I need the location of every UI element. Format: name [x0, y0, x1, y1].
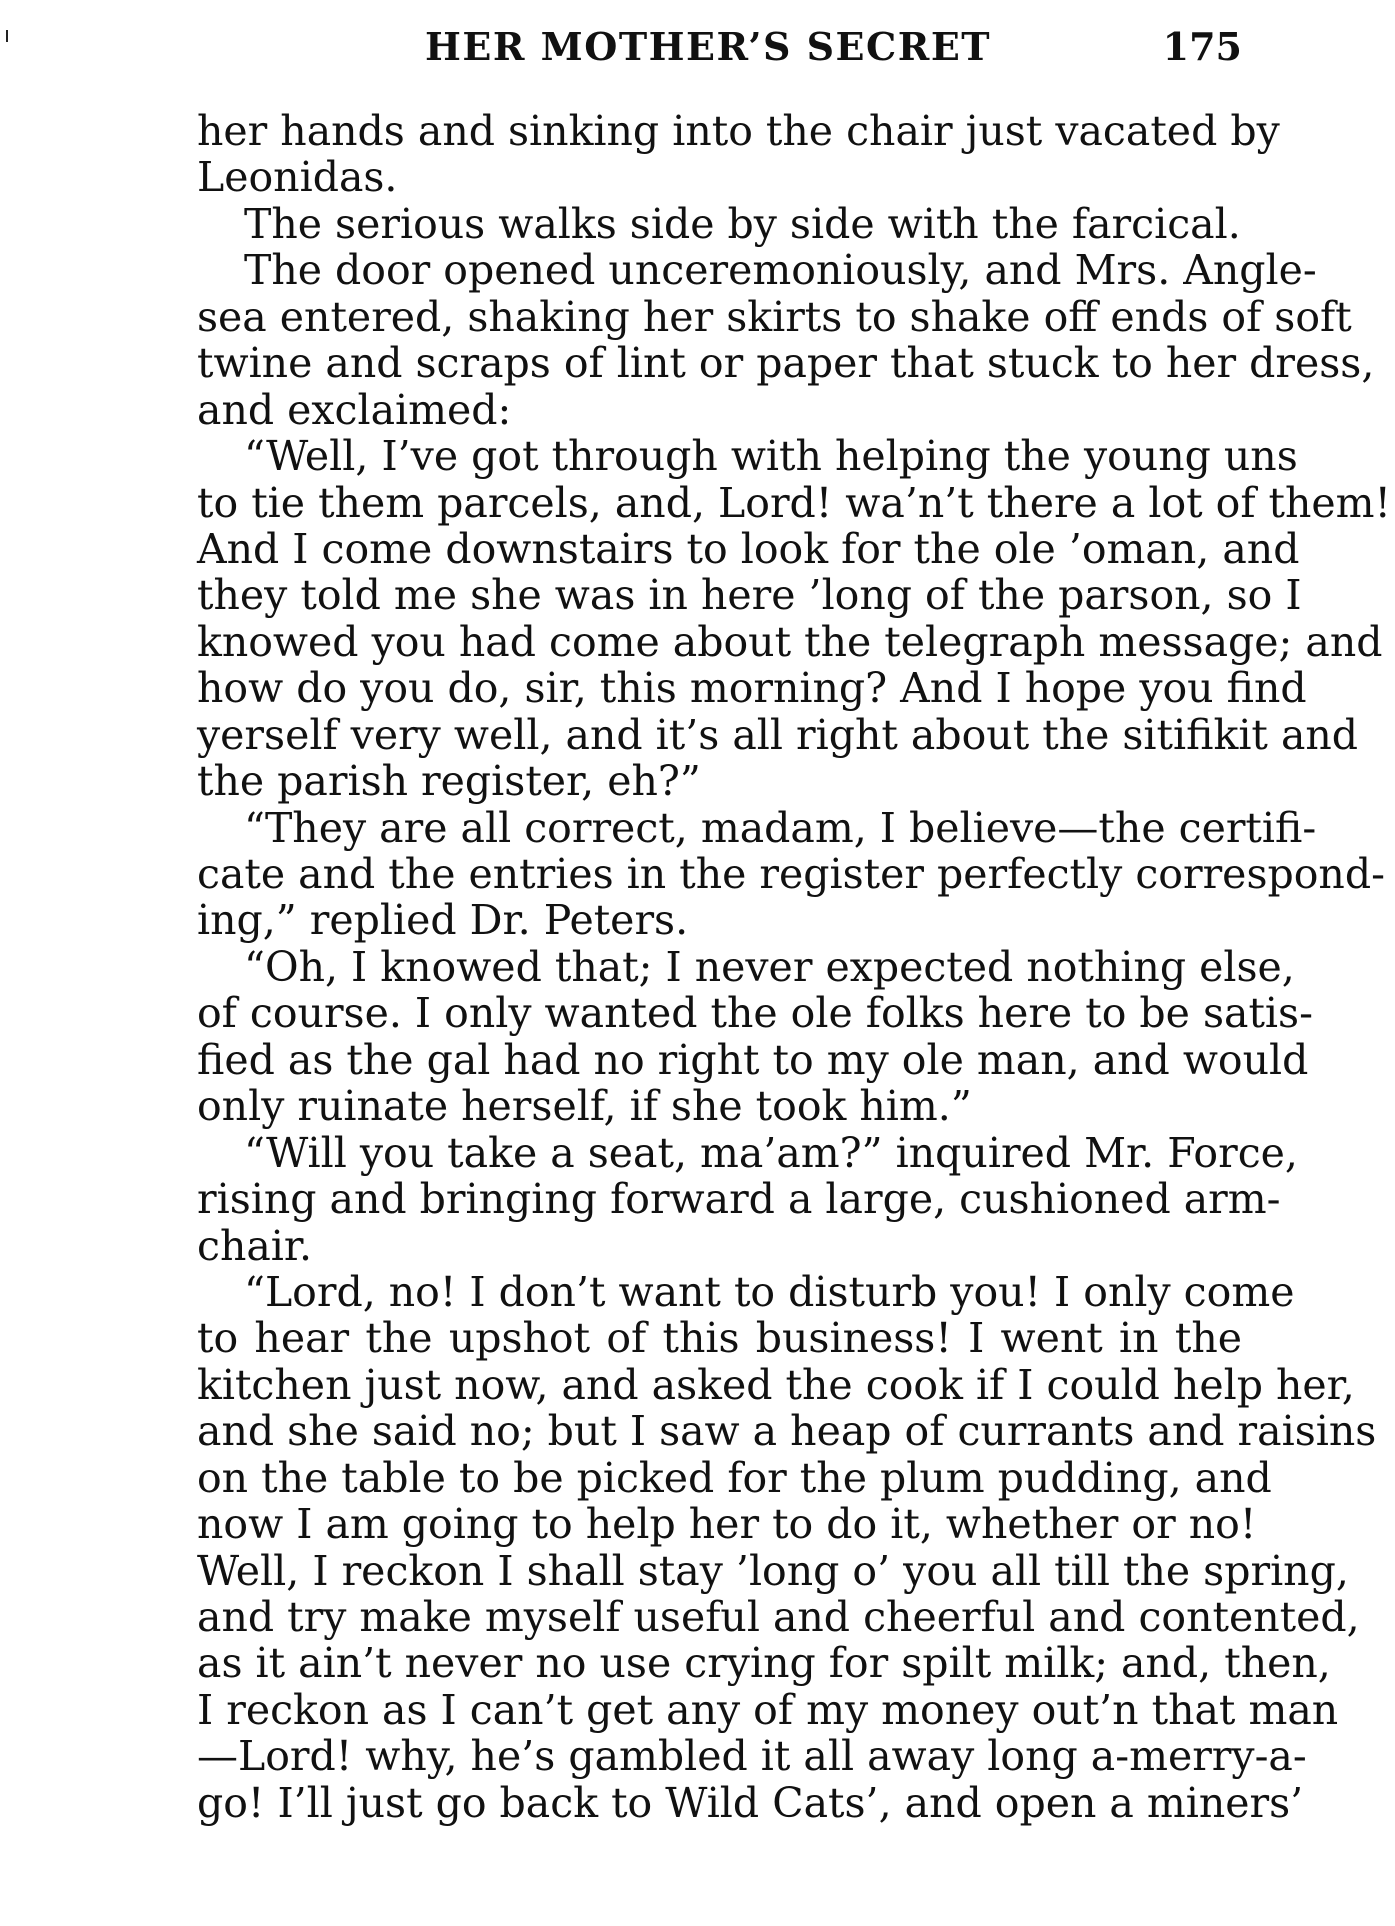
text-line: The door opened unceremoniously, and Mrs. Angle- [244, 246, 1317, 295]
text-line: now I am going to help her to do it, whether or no! [197, 1500, 1257, 1549]
text-line: to hear the upshot of this business! I went in the [197, 1314, 1242, 1363]
text-line: her hands and sinking into the chair just vacated by [197, 107, 1280, 155]
text-line: fied as the gal had no right to my ole man, and would [197, 1035, 1309, 1084]
text-line: “They are all correct, madam, I believe—the certifi- [244, 803, 1317, 852]
text-line: And I come downstairs to look for the ole ’oman, and [197, 524, 1300, 573]
scan-edge-mark [6, 30, 8, 42]
text-line: rising and bringing forward a large, cushioned arm- [197, 1175, 1281, 1224]
text-line: —Lord! why, he’s gambled it all away long a-merry-a- [197, 1732, 1307, 1781]
body-text [197, 107, 1392, 1827]
text-line: of course. I only wanted the ole folks here to be satis- [197, 989, 1313, 1038]
text-line: kitchen just now, and asked the cook if I could help her, [197, 1360, 1355, 1409]
text-line: to tie them parcels, and, Lord! wa’n’t there a lot of them! [197, 478, 1392, 527]
text-line: go! I’ll just go back to Wild Cats’, and open a miners’ [197, 1778, 1304, 1827]
text-line: “Will you take a seat, ma’am?” inquired Mr. Force, [244, 1128, 1298, 1177]
text-line: and she said no; but I saw a heap of currants and raisins [197, 1407, 1377, 1456]
text-line: and exclaimed: [197, 385, 512, 434]
page-header [197, 24, 1242, 74]
text-line: Well, I reckon I shall stay ’long o’ you all till the spring, [197, 1546, 1349, 1595]
text-line: on the table to be picked for the plum pudding, and [197, 1453, 1272, 1502]
text-line: knowed you had come about the telegraph message; and [197, 617, 1383, 666]
text-line: “Lord, no! I don’t want to disturb you! I only come [244, 1267, 1295, 1316]
running-head: HER MOTHER’S SECRET [425, 24, 992, 69]
text-line: The serious walks side by side with the farcical. [244, 199, 1241, 248]
text-line: chair. [197, 1221, 313, 1270]
text-line: the parish register, eh?” [197, 757, 701, 806]
text-line: yerself very well, and it’s all right about the sitifikit and [197, 710, 1359, 759]
text-line: cate and the entries in the register perfectly correspond- [197, 850, 1385, 898]
text-line: only ruinate herself, if she took him.” [197, 1082, 972, 1131]
page-number: 175 [1162, 24, 1242, 69]
text-line: Leonidas. [197, 153, 398, 202]
text-line: sea entered, shaking her skirts to shake off ends of soft [197, 292, 1352, 341]
text-line: I reckon as I can’t get any of my money out’n that man [197, 1685, 1339, 1734]
text-line: they told me she was in here ’long of the parson, so I [197, 571, 1302, 620]
text-line: how do you do, sir, this morning? And I hope you find [197, 664, 1307, 713]
text-line: “Well, I’ve got through with helping the young uns [244, 432, 1298, 481]
text-line: ing,” replied Dr. Peters. [197, 896, 689, 945]
text-line: and try make myself useful and cheerful and contented, [197, 1593, 1360, 1641]
text-line: twine and scraps of lint or paper that stuck to her dress, [197, 339, 1375, 388]
text-line: “Oh, I knowed that; I never expected nothing else, [244, 942, 1295, 991]
text-line: as it ain’t never no use crying for spilt milk; and, then, [197, 1639, 1331, 1688]
